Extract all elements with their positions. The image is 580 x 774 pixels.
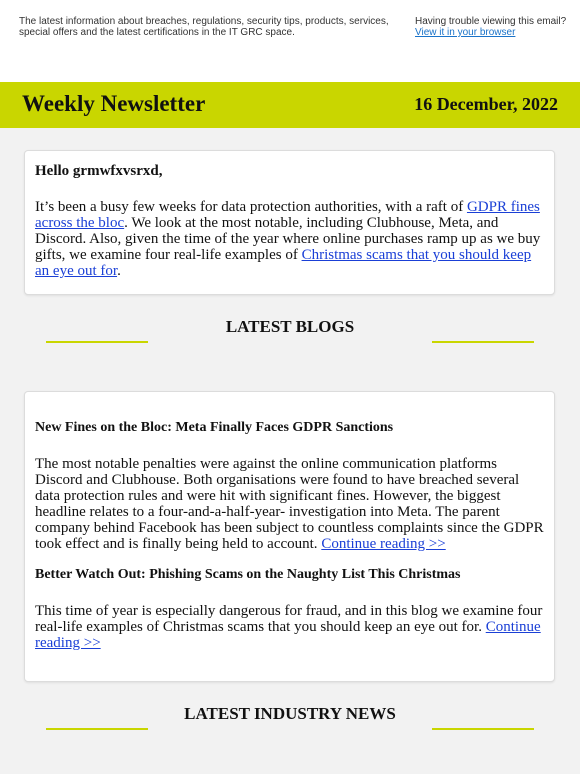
intro-text-3: .	[117, 263, 121, 279]
continue-reading-link[interactable]: Continue reading >>	[35, 619, 541, 651]
blogs-rule-left	[46, 341, 148, 343]
preheader-intro: The latest information about breaches, regulations, security tips, products, services, special offers and the latest certifications in the IT GRC space.	[19, 16, 389, 38]
blog-body	[35, 603, 544, 651]
newsletter-title: Weekly Newsletter	[22, 91, 206, 116]
blogs-rule-right	[432, 341, 534, 343]
blog-title: Better Watch Out: Phishing Scams on the Naughty List This Christmas	[35, 567, 461, 582]
intro-text-1: It’s been a busy few weeks for data protection authorities, with a raft of	[35, 199, 467, 215]
greeting: Hello grmwfxvsrxd,	[35, 163, 163, 179]
preheader	[0, 0, 580, 84]
blog-body	[35, 456, 544, 552]
blog-item	[35, 567, 544, 651]
preheader-browser	[415, 16, 575, 38]
gdpr-fines-link[interactable]: GDPR fines across the bloc	[35, 199, 540, 231]
blog-item	[35, 420, 544, 552]
news-rule-left	[46, 728, 148, 730]
blog-body-text: This time of year is especially dangerous for fraud, and in this blog we examine four real-life examples of Christmas scams that you should keep an eye out for.	[35, 603, 543, 635]
blog-title: New Fines on the Bloc: Meta Finally Faces GDPR Sanctions	[35, 420, 394, 435]
intro-text-2: . We look at the most notable, including Clubhouse, Meta, and Discord. Also, given the time of the year where online purchases ramp up as we buy gifts, we examine four real-life examples of	[35, 215, 541, 263]
newsletter-date: 16 December, 2022	[414, 94, 558, 114]
latest-blogs-heading: LATEST BLOGS	[225, 317, 355, 336]
intro-card	[24, 150, 555, 295]
blog-body-text: The most notable penalties were against the online communication platforms Discord and Clubhouse. Both organisations were found to have breached several data protection rules and were hit with significant fines. However, the biggest headline relates to a four-and-a-half-year- investigation into Meta. The parent company behind Facebook has been subject to countless complaints since the GDPR took effect and is finally being held to account.	[35, 456, 544, 552]
intro-text	[35, 199, 544, 279]
news-rule-right	[432, 728, 534, 730]
christmas-scams-link[interactable]: Christmas scams that you should keep an eye out for	[35, 247, 532, 279]
trouble-text: Having trouble viewing this email?	[415, 16, 567, 27]
view-in-browser-link[interactable]: View it in your browser	[415, 27, 516, 38]
newsletter-banner	[0, 82, 580, 128]
latest-news-heading: LATEST INDUSTRY NEWS	[184, 704, 396, 723]
blogs-card	[24, 391, 555, 682]
continue-reading-link[interactable]: Continue reading >>	[321, 536, 446, 552]
